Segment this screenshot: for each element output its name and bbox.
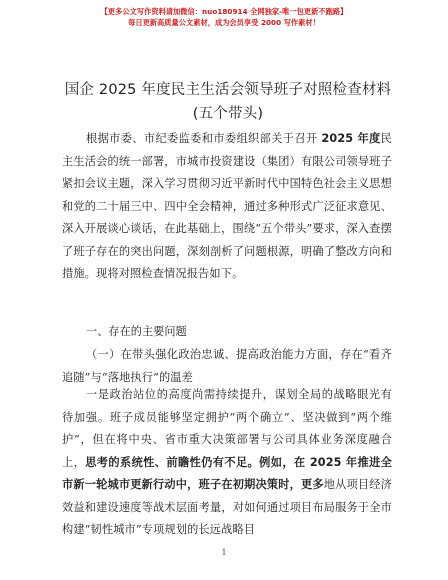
section-heading: 一、存在的主要问题 xyxy=(86,325,187,338)
promo-banner xyxy=(0,6,448,28)
intro-paragraph xyxy=(62,128,392,286)
p3-part-1: 思考的系统性、前瞻性仍有不足。例如，在 2025 年推进全市新一轮城市更新行动中，班子在初期决策时，更多 xyxy=(62,455,392,491)
intro-part-0: 根据市委、市纪委监委和市委组织部关于召开 xyxy=(86,132,322,145)
paragraph-indent xyxy=(62,132,86,145)
p3-part-2: 地从项目经济效益和建设速度等战术层面考量，对如何通过项目布局服务于全市构建“韧性城市”专项规划的长远战略目 xyxy=(62,478,393,536)
paragraph-indent xyxy=(62,348,86,361)
intro-part-1: 2025 年度 xyxy=(321,132,381,145)
intro-part-2: 民主生活会的统一部署，市城市投资建设（集团）有限公司领导班子紧扣会议主题，深入学习贯彻习近平新时代中国特色社会主义思想和党的二十届三中、四中全会精神，通过多种形式广泛征求意见、深入开展谈心谈话，在此基础上，围绕“五个带头”要求，深入查摆了班子存在的突出问题，深刻剖析了问题根源，明确了整改方向和措施。现将对照检查情况报告如下。 xyxy=(62,132,392,280)
paragraph-indent xyxy=(62,388,86,401)
page-number: 1 xyxy=(221,548,227,557)
problem-paragraph xyxy=(62,384,392,542)
banner-line-1: 【更多公文写作资料请加微信：nuo180914 全网独家-唯一包更新不跑路】 xyxy=(100,7,348,16)
banner-line-2: 每日更新高质量公文素材，成为会员享受 2000 写作素材！ xyxy=(128,18,320,27)
subsection-heading-text: （一）在带头强化政治忠诚、提高政治能力方面，存在“看齐追随”与“落地执行”的温差 xyxy=(62,348,392,384)
subsection-heading xyxy=(62,344,392,389)
document-title: 国企 2025 年度民主生活会领导班子对照检查材料(五个带头) xyxy=(64,82,392,122)
p3-part-0: 一是政治站位的高度尚需持续提升，谋划全局的战略眼光有待加强。班子成员能够坚定拥护“两个确立”、坚决做到“两个维护”，但在将中央、省市重大决策部署与公司具体业务深度融合上， xyxy=(62,388,392,469)
